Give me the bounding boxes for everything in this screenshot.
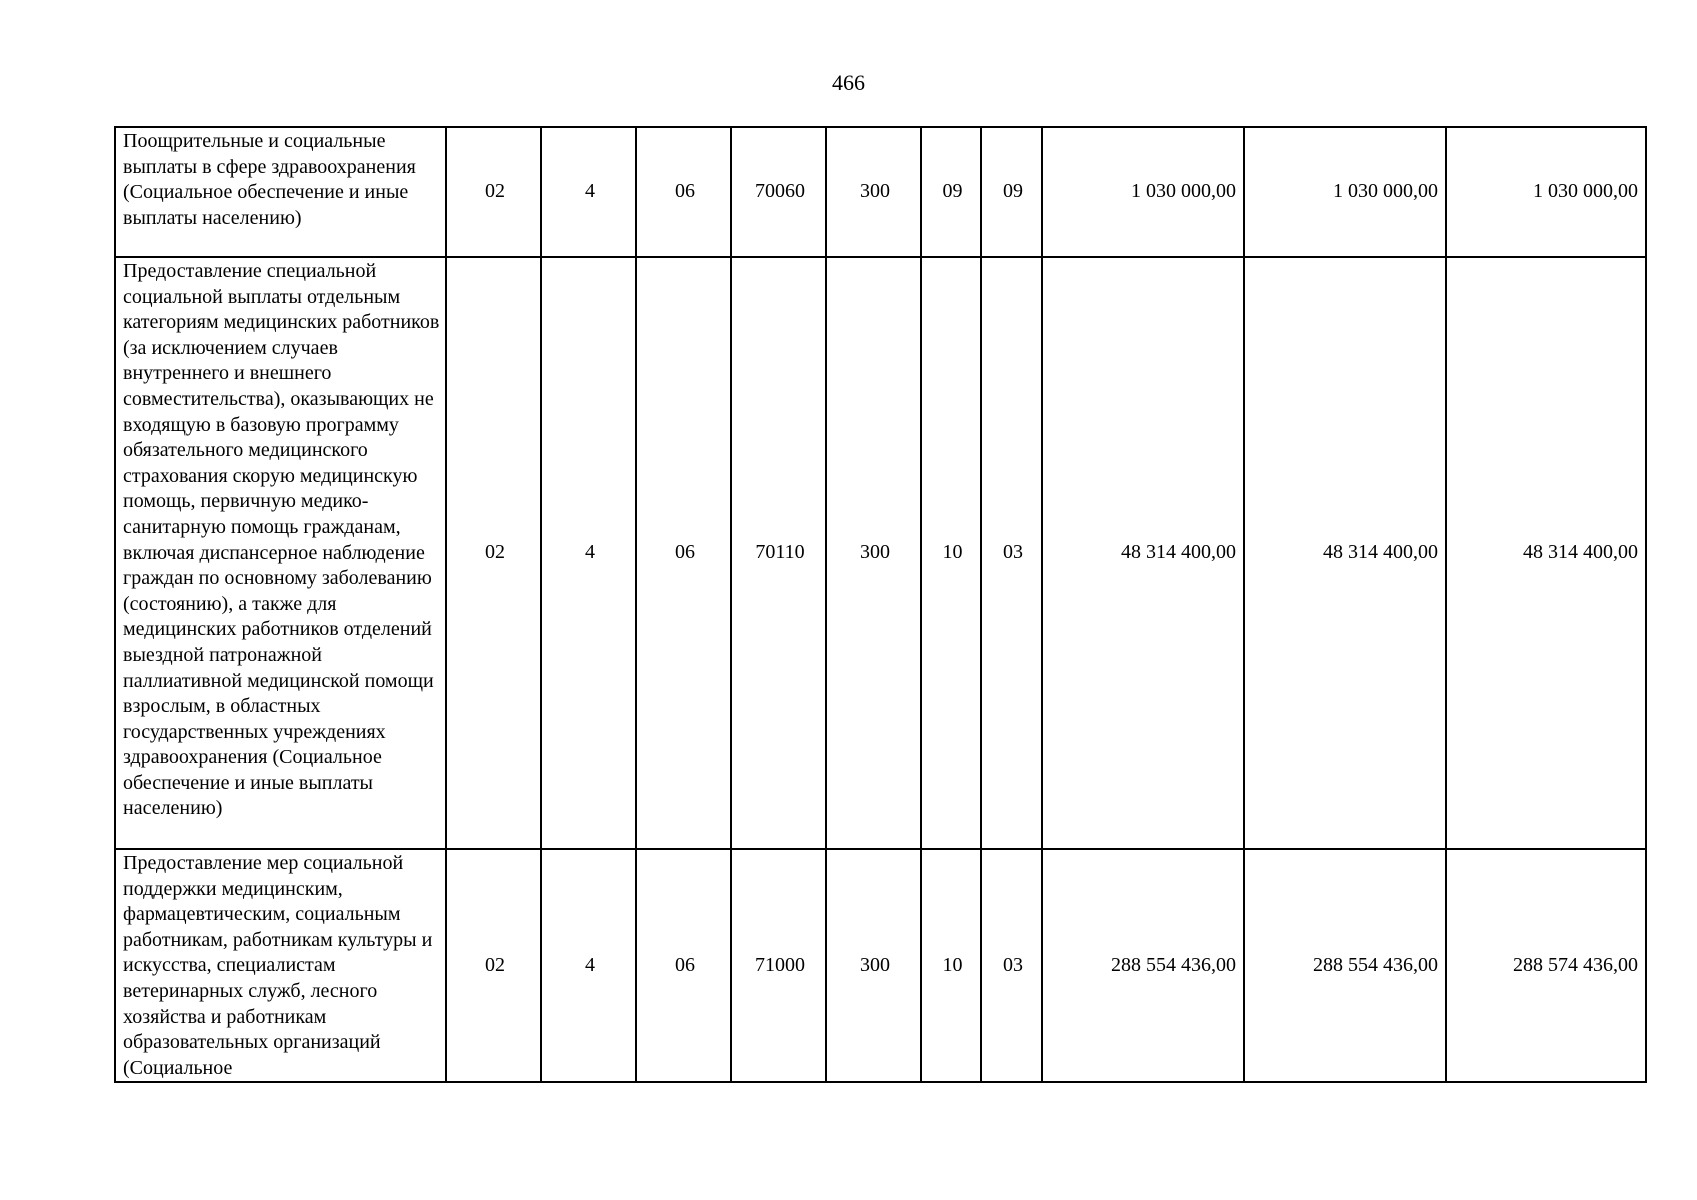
- subprogram-code: 4: [541, 257, 636, 849]
- subsection-code: 03: [981, 849, 1042, 1082]
- amount-year-3: 288 574 436,00: [1446, 849, 1646, 1082]
- amount-year-1: 1 030 000,00: [1042, 127, 1244, 257]
- event-code: 06: [636, 127, 731, 257]
- direction-code: 70110: [731, 257, 826, 849]
- direction-code: 70060: [731, 127, 826, 257]
- budget-table: [114, 126, 1647, 1083]
- program-code: 02: [446, 257, 541, 849]
- event-code: 06: [636, 849, 731, 1082]
- expense-type-code: 300: [826, 127, 921, 257]
- section-code: 09: [921, 127, 981, 257]
- subprogram-code: 4: [541, 849, 636, 1082]
- table-row: [115, 849, 1646, 1082]
- expense-type-code: 300: [826, 849, 921, 1082]
- section-code: 10: [921, 849, 981, 1082]
- amount-year-3: 48 314 400,00: [1446, 257, 1646, 849]
- page-number: 466: [832, 70, 865, 95]
- amount-year-2: 288 554 436,00: [1244, 849, 1446, 1082]
- amount-year-1: 48 314 400,00: [1042, 257, 1244, 849]
- direction-code: 71000: [731, 849, 826, 1082]
- table-row: [115, 257, 1646, 849]
- event-code: 06: [636, 257, 731, 849]
- amount-year-2: 48 314 400,00: [1244, 257, 1446, 849]
- row-description: Предоставление специальной социальной выплаты отдельным категориям медицинских работников (за исключением случаев внутреннего и внешнего совместительства), оказывающих не входящую в базовую программу обязательного медицинского страхования скорую медицинскую помощь, первичную медико-санитарную помощь гражданам, включая диспансерное наблюдение граждан по основному заболеванию (состоянию), а также для медицинских работников отделений выездной патронажной паллиативной медицинской помощи взрослым, в областных государственных учреждениях здравоохранения (Социальное обеспечение и иные выплаты населению): [115, 257, 446, 849]
- subsection-code: 09: [981, 127, 1042, 257]
- table-row: [115, 127, 1646, 257]
- subsection-code: 03: [981, 257, 1042, 849]
- expense-type-code: 300: [826, 257, 921, 849]
- row-description: Поощрительные и социальные выплаты в сфере здравоохранения (Социальное обеспечение и иные выплаты населению): [115, 127, 446, 257]
- subprogram-code: 4: [541, 127, 636, 257]
- section-code: 10: [921, 257, 981, 849]
- program-code: 02: [446, 127, 541, 257]
- row-description: Предоставление мер социальной поддержки медицинским, фармацевтическим, социальным работникам, работникам культуры и искусства, специалистам ветеринарных служб, лесного хозяйства и работникам образовательных организаций (Социальное: [115, 849, 446, 1082]
- program-code: 02: [446, 849, 541, 1082]
- amount-year-2: 1 030 000,00: [1244, 127, 1446, 257]
- amount-year-3: 1 030 000,00: [1446, 127, 1646, 257]
- amount-year-1: 288 554 436,00: [1042, 849, 1244, 1082]
